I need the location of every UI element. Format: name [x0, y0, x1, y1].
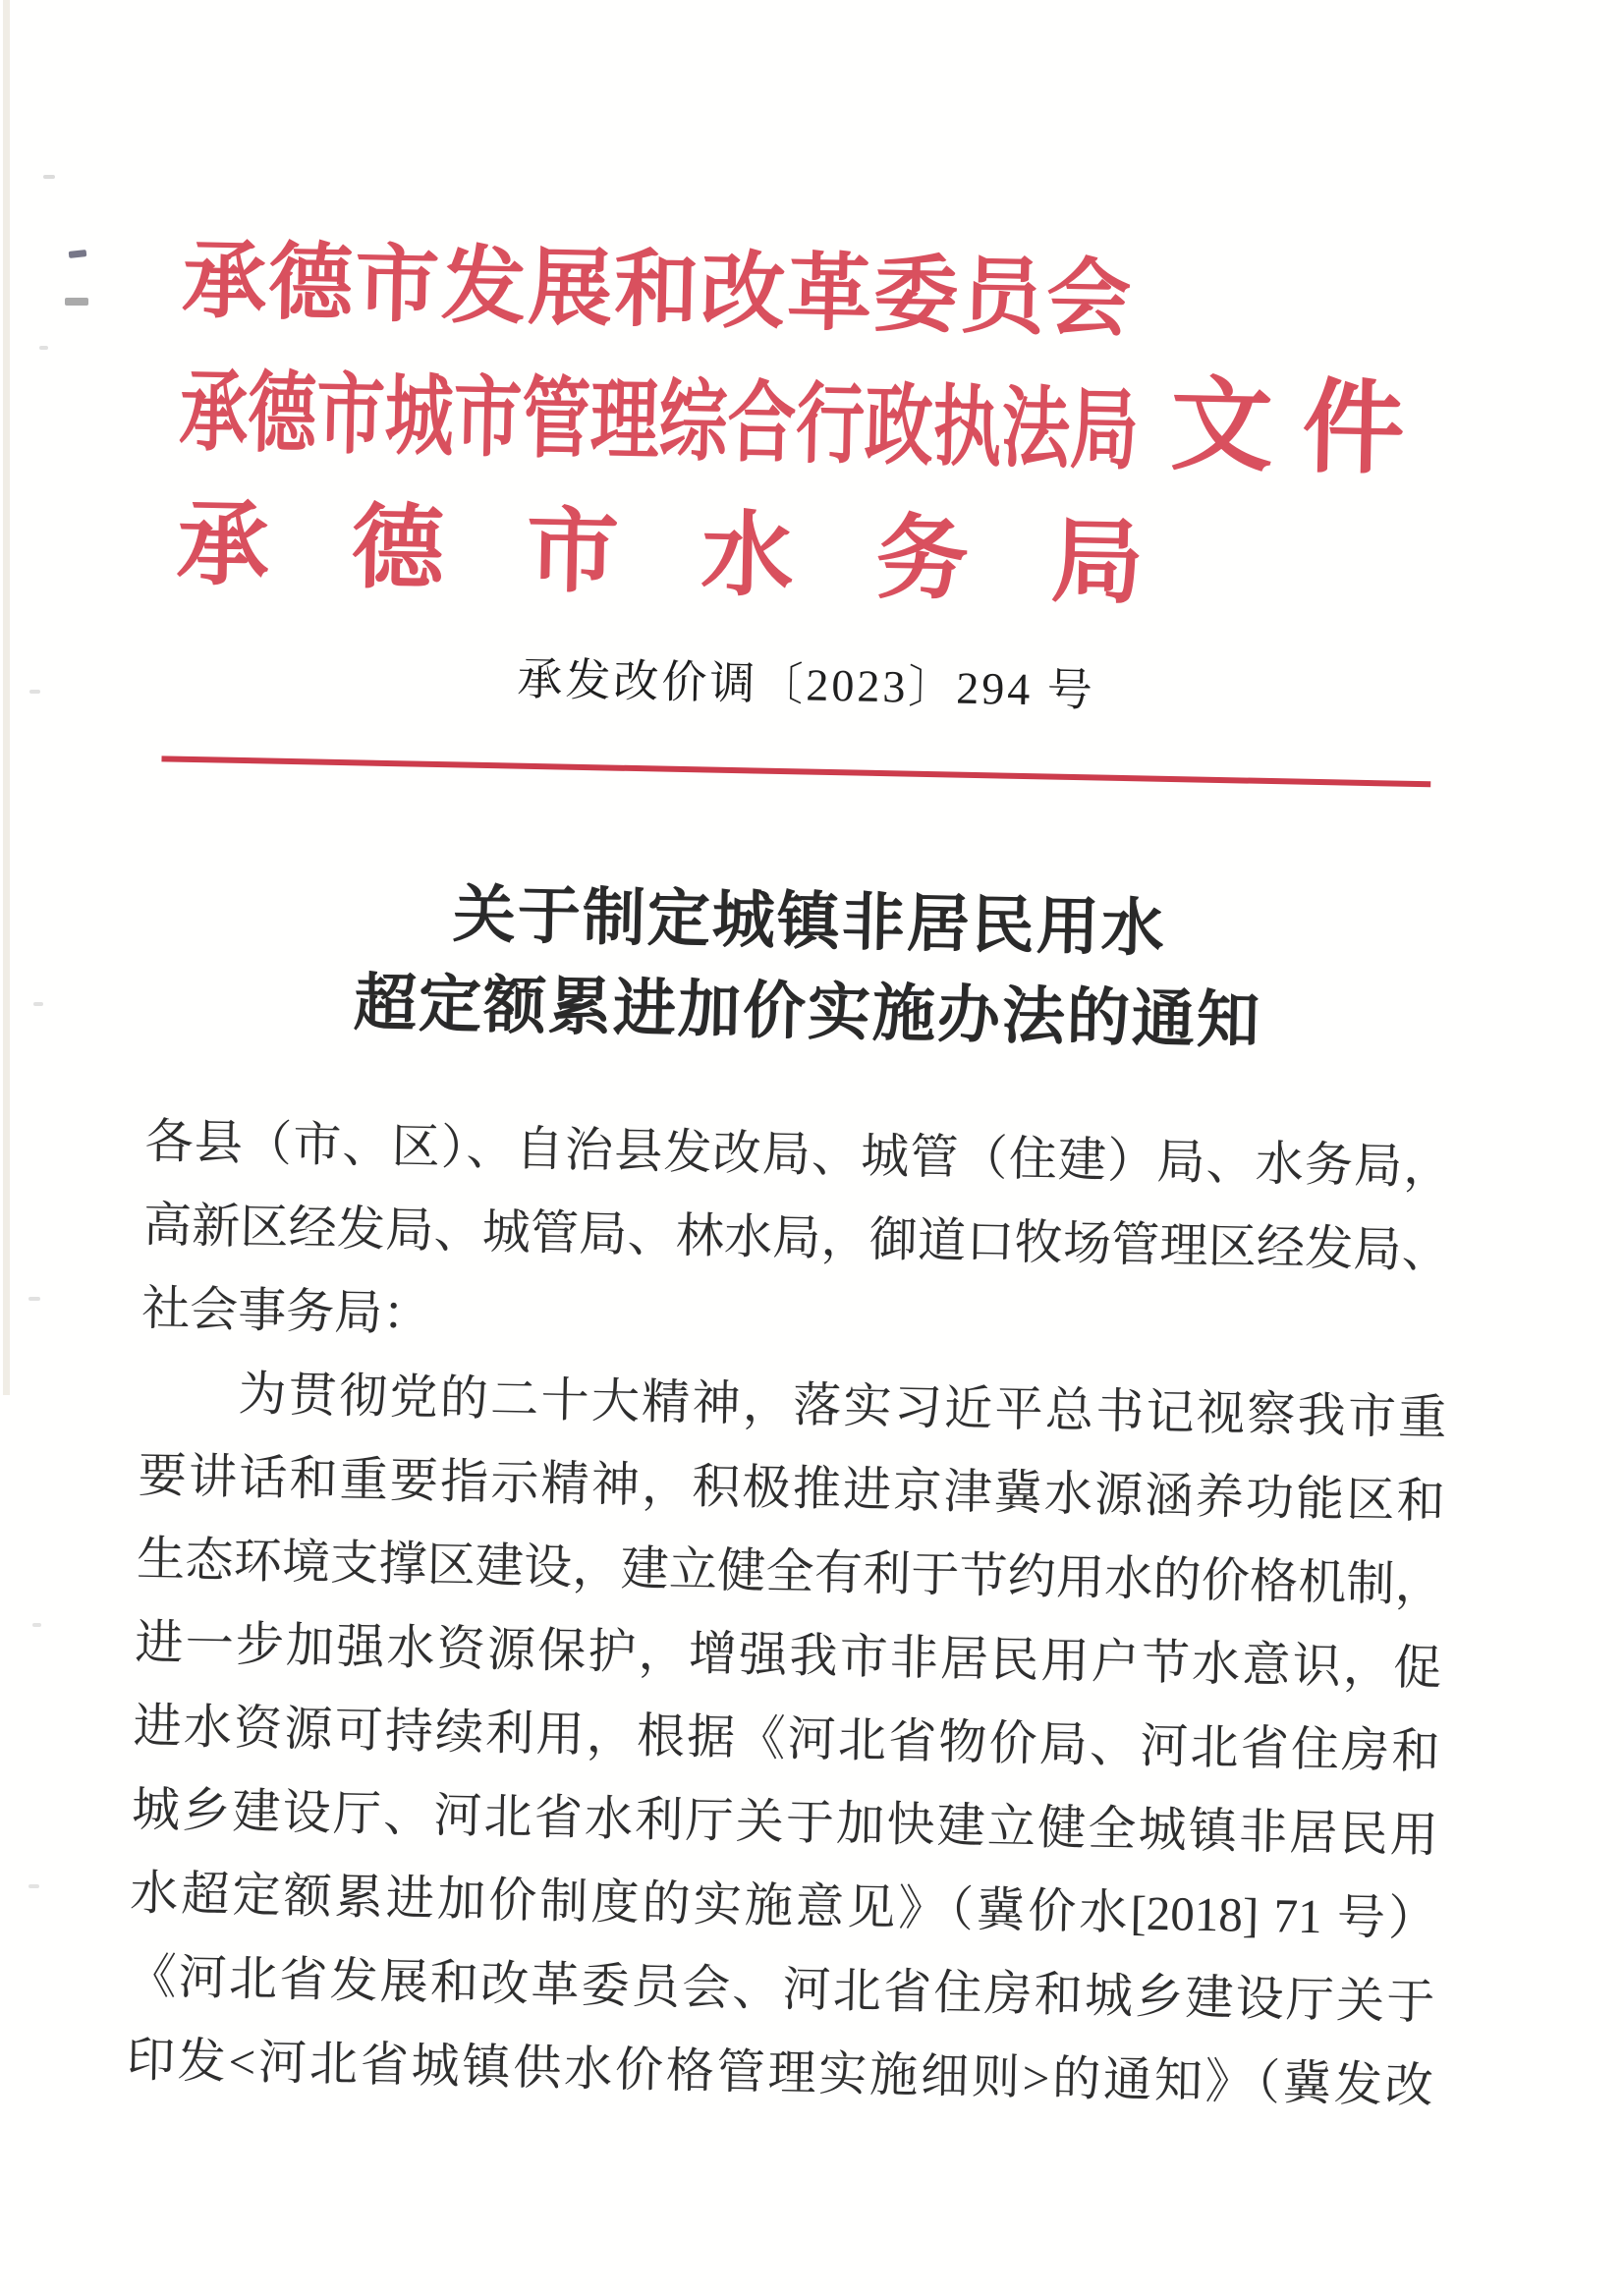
paragraph-line: 城乡建设厅、河北省水利厅关于加快建立健全城镇非居民用 — [131, 1781, 1439, 1863]
paragraph-line: 要讲话和重要指示精神，积极推进京津冀水源涵养功能区和 — [138, 1448, 1446, 1529]
paragraph-line: 《河北省发展和改革委员会、河北省住房和城乡建设厅关于 — [128, 1948, 1435, 2030]
letterhead — [8, 0, 1624, 716]
org-name-urban-management-law-enforcement-bureau: 承德市城市管理综合行政执法局 — [178, 364, 1140, 481]
paragraph-line: 水超定额累进加价制度的实施意见》（冀价水[2018] 71 号） — [129, 1865, 1437, 1946]
paragraph-line: 进水资源可持续利用，根据《河北省物价局、河北省住房和 — [133, 1698, 1441, 1779]
org-name-water-affairs-bureau: 承德市水务局 — [175, 493, 1227, 618]
red-divider-line — [161, 756, 1430, 787]
scan-artifact — [39, 346, 48, 350]
scan-artifact — [29, 690, 40, 694]
document-title-line-2: 超定额累进加价实施办法的通知 — [353, 968, 1262, 1056]
scan-artifact — [28, 1884, 39, 1888]
scan-artifact — [43, 175, 55, 179]
salutation-line: 社会事务局： — [140, 1281, 431, 1341]
salutation-line: 各县（市、区）、自治县发改局、城管（住建）局、水务局， — [144, 1114, 1452, 1195]
scan-edge-artifact — [3, 0, 10, 1395]
document-reference-number: 承发改价调〔2023〕294 号 — [516, 653, 1096, 716]
document-type-label: 文件 — [1169, 368, 1435, 488]
paragraph-line: 为贯彻党的二十大精神，落实习近平总书记视察我市重 — [237, 1367, 1447, 1445]
document-title — [0, 861, 1614, 1074]
document-title-line-1: 关于制定城镇非居民用水 — [452, 879, 1167, 964]
paragraph-line: 进一步加强水资源保护，增强我市非居民用户节水意识，促 — [134, 1614, 1442, 1696]
paragraph-line: 生态环境支撑区建设，建立健全有利于节约用水的价格机制， — [136, 1532, 1444, 1612]
salutation-line: 高新区经发局、城管局、林水局，御道口牧场管理区经发局、 — [142, 1198, 1451, 1278]
paragraph-line: 印发<河北省城镇供水价格管理实施细则>的通知》（冀发改 — [126, 2032, 1434, 2113]
scan-artifact — [65, 298, 88, 306]
scan-artifact — [28, 1297, 40, 1301]
scan-artifact — [32, 1623, 41, 1627]
org-name-development-reform-commission: 承德市发展和改革委员会 — [181, 233, 1135, 348]
document-body — [126, 1099, 1452, 2127]
scan-artifact — [33, 1002, 43, 1006]
